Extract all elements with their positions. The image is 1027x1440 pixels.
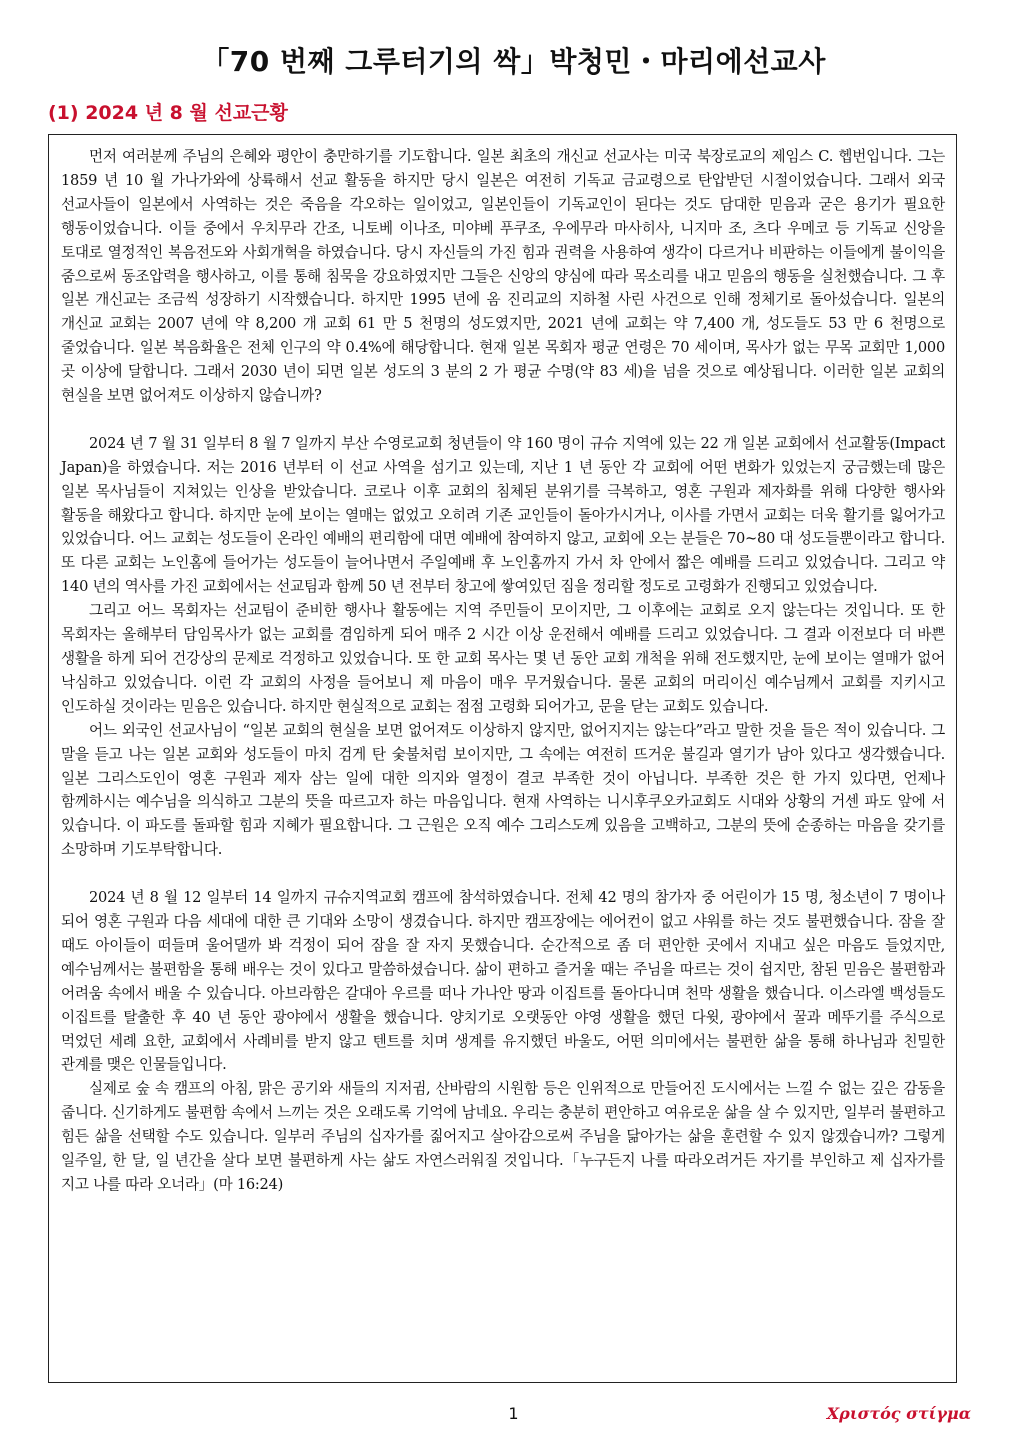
paragraph-impact-japan: 2024 년 7 월 31 일부터 8 월 7 일까지 부산 수영로교회 청년들이 약 160 명이 규슈 지역에 있는 22 개 일본 교회에서 선교활동(Impact Japan)을 하였습니다. 저는 2016 년부터 이 선교 사역을 섬기고 있는데, 지난 1 년 동안 각 교회에 어떤 변화가 있었는지 궁금했는데 많은 일본 목사님들이 지쳐있는 인상을 받았습니다. 코로나 이후 교회의 침체된 분위기를 극복하고, 영혼 구원과 제자화를 위해 다양한 행사와 활동을 해왔다고 합니다. 하지만 눈에 보이는 열매는 없었고 오히려 기존 교인들이 돌아가시거나, 이사를 가면서 교회는 더욱 활기를 잃어가고 있었습니다. 어느 교회는 성도들이 온라인 예배의 편리함에 대면 예배에 참여하지 않고, 교회에 오는 분들은 70~80 대 성도들뿐이라고 합니다. 또 다른 교회는 노인홈에 들어가는 성도들이 늘어나면서 주일예배 후 노인홈까지 가서 차 안에서 짧은 예배를 드리고 있었습니다. 그리고 약 140 년의 역사를 가진 교회에서는 선교팀과 함께 50 년 전부터 창고에 쌓여있던 짐을 정리할 정도로 고령화가 진행되고 있었습니다.	[61, 434, 945, 596]
paragraph-forest-camp: 실제로 숲 속 캠프의 아침, 맑은 공기와 새들의 지저귐, 산바람의 시원함 등은 인위적으로 만들어진 도시에서는 느낄 수 없는 깊은 감동을 줍니다. 신기하게도 불편함 속에서 느끼는 것은 오래도록 기억에 남네요. 우리는 충분히 편안하고 여유로운 삶을 살 수 있지만, 일부러 불편하고 힘든 삶을 선택할 수도 있습니다. 일부러 주님의 십자가를 짊어지고 살아감으로써 주님을 닮아가는 삶을 훈련할 수 있지 않겠습니까? 그렇게 일주일, 한 달, 일 년간을 살다 보면 불편하게 사는 삶도 자연스러워질 것입니다.「누구든지 나를 따라오려거든 자기를 부인하고 제 십자가를 지고 나를 따라 오너라」(마 16:24)	[61, 1080, 945, 1193]
footer-brand: Χριστός στίγμα	[826, 1404, 971, 1423]
section-heading: (1) 2024 년 8 월 선교근황	[48, 102, 288, 124]
paragraph-history: 먼저 여러분께 주님의 은혜와 평안이 충만하기를 기도합니다. 일본 최초의 개신교 선교사는 미국 북장로교의 제임스 C. 헵번입니다. 그는 1859 년 10 월 가나가와에 상륙해서 선교 활동을 하지만 당시 일본은 여전히 기독교 금교령으로 탄압받던 시절이었습니다. 그래서 외국 선교사들이 일본에서 사역하는 것은 죽음을 각오하는 일이었고, 일본인들이 기독교인이 된다는 것도 담대한 믿음과 굳은 용기가 필요한 행동이었습니다. 이들 중에서 우치무라 간조, 니토베 이나조, 미야베 푸쿠조, 우에무라 마사히사, 니지마 조, 츠다 우메코 등 기독교 신앙을 토대로 열정적인 복음전도와 사회개혁을 하였습니다. 당시 자신들의 가진 힘과 권력을 사용하여 생각이 다르거나 비판하는 이들에게 불이익을 줌으로써 동조압력을 행사하고, 이를 통해 침묵을 강요하였지만 그들은 신앙의 양심에 따라 목소리를 내고 믿음의 행동을 실천했습니다. 그 후 일본 개신교는 조금씩 성장하기 시작했습니다. 하지만 1995 년에 옴 진리교의 지하철 사린 사건으로 인해 정체기로 돌아섰습니다. 일본의 개신교 교회는 2007 년에 약 8,200 개 교회 61 만 5 천명의 성도였지만, 2021 년에 교회는 약 7,400 개, 성도들도 53 만 6 천명으로 줄었습니다. 일본 복음화율은 전체 인구의 약 0.4%에 해당합니다. 현재 일본 목회자 평균 연령은 70 세이며, 목사가 없는 무목 교회만 1,000 곳 이상에 달합니다. 그래서 2030 년이 되면 일본 성도의 3 분의 2 가 평균 수명(약 83 세)을 넘을 것으로 예상됩니다. 이러한 일본 교회의 현실을 보면 없어져도 이상하지 않습니까?	[61, 148, 945, 405]
paragraph-camp: 2024 년 8 월 12 일부터 14 일까지 규슈지역교회 캠프에 참석하였습니다. 전체 42 명의 참가자 중 어린이가 15 명, 청소년이 7 명이나 되어 영혼 구원과 다음 세대에 대한 큰 기대와 소망이 생겼습니다. 하지만 캠프장에는 에어컨이 없고 샤워를 하는 것도 불편했습니다. 잠을 잘 때도 아이들이 떠들며 울어댈까 봐 걱정이 되어 잠을 잘 자지 못했습니다. 순간적으로 좀 더 편안한 곳에서 지내고 싶은 마음도 들었지만, 예수님께서는 불편함을 통해 배우는 것이 있다고 말씀하셨습니다. 삶이 편하고 즐거울 때는 주님을 따르는 것이 쉽지만, 참된 믿음은 불편함과 어려움 속에서 배울 수 있습니다. 아브라함은 갈대아 우르를 떠나 가나안 땅과 이집트를 돌아다니며 천막 생활을 했습니다. 이스라엘 백성들도 이집트를 탈출한 후 40 년 동안 광야에서 생활을 했습니다. 양치기로 오랫동안 야영 생활을 했던 다윗, 광야에서 꿀과 메뚜기를 주식으로 먹었던 세례 요한, 교회에서 사례비를 받지 않고 텐트를 치며 생계를 유지했던 바울도, 어떤 의미에서는 불편한 삶을 통해 하나님과 친밀한 관계를 맺은 인물들입니다.	[61, 889, 945, 1074]
page-number: 1	[508, 1404, 519, 1423]
paragraph-missionary-quote: 어느 외국인 선교사님이 “일본 교회의 현실을 보면 없어져도 이상하지 않지만, 없어지지는 않는다”라고 말한 것을 들은 적이 있습니다. 그 말을 듣고 나는 일본 교회와 성도들이 마치 검게 탄 숯불처럼 보이지만, 그 속에는 여전히 뜨거운 불길과 열기가 남아 있다고 생각했습니다. 일본 그리스도인이 영혼 구원과 제자 삼는 일에 대한 의지와 열정이 결코 부족한 것이 아닙니다. 부족한 것은 한 가지 있다면, 언제나 함께하시는 예수님을 의식하고 그분의 뜻을 따르고자 하는 마음입니다. 현재 사역하는 니시후쿠오카교회도 시대와 상황의 거센 파도 앞에 서 있습니다. 이 파도를 돌파할 힘과 지혜가 필요합니다. 그 근원은 오직 예수 그리스도께 있음을 고백하고, 그분의 뜻에 순종하는 마음을 갖기를 소망하며 기도부탁합니다.	[61, 721, 945, 859]
content-box	[48, 134, 957, 1383]
page-title: 「70 번째 그루터기의 싹」박청민・마리에선교사	[201, 45, 826, 78]
paragraph-pastors: 그리고 어느 목회자는 선교팀이 준비한 행사나 활동에는 지역 주민들이 모이지만, 그 이후에는 교회로 오지 않는다는 것입니다. 또 한 목회자는 올해부터 담임목사가 없는 교회를 겸임하게 되어 매주 2 시간 이상 운전해서 예배를 드리고 있었습니다. 그 결과 이전보다 더 바쁜 생활을 하게 되어 건강상의 문제로 걱정하고 있었습니다. 또 한 교회 목사는 몇 년 동안 교회 개척을 위해 전도했지만, 눈에 보이는 열매가 없어 낙심하고 있었습니다. 이런 각 교회의 사정을 들어보니 제 마음이 매우 무거웠습니다. 물론 교회의 머리이신 예수님께서 교회를 지키시고 인도하실 것이라는 믿음은 있습니다. 하지만 현실적으로 교회는 점점 고령화 되어가고, 문을 닫는 교회도 있습니다.	[61, 602, 945, 715]
